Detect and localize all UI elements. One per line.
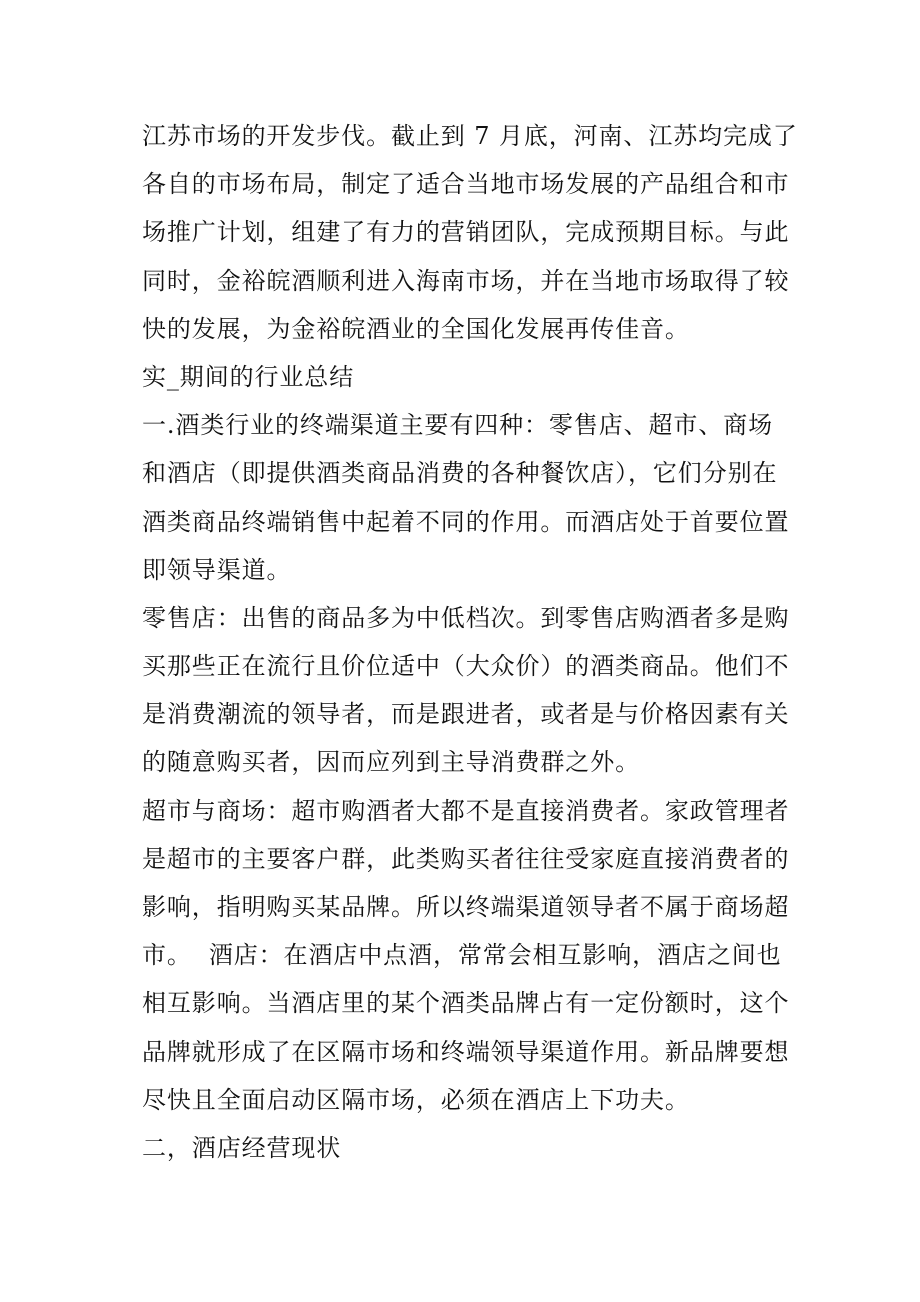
section-heading: 实_期间的行业总结: [142, 362, 355, 391]
text-line: 零售店：出售的商品多为中低档次。到零售店购酒者多是购: [142, 603, 790, 632]
text-line: 酒类商品终端销售中起着不同的作用。而酒店处于首要位置: [142, 507, 790, 536]
text-line: 尽快且全面启动区隔市场，必须在酒店上下功夫。: [142, 1085, 690, 1114]
text-line: 品牌就形成了在区隔市场和终端领导渠道作用。新品牌要想: [142, 1037, 790, 1066]
text-line: 是消费潮流的领导者，而是跟进者，或者是与价格因素有关: [142, 700, 790, 729]
text-line: 相互影响。当酒店里的某个酒类品牌占有一定份额时，这个: [142, 989, 790, 1018]
text-line: 影响，指明购买某品牌。所以终端渠道领导者不属于商场超: [142, 893, 790, 921]
text-line: 的随意购买者，因而应列到主导消费群之外。: [142, 748, 640, 777]
text-line: 即领导渠道。: [142, 555, 292, 584]
document-body: [142, 112, 798, 1172]
text-line: 市。 酒店：在酒店中点酒，常常会相互影响，酒店之间也: [142, 941, 782, 970]
text-line: 和酒店（即提供酒类商品消费的各种餐饮店），它们分别在: [142, 459, 778, 488]
text-line: 快的发展，为金裕皖酒业的全国化发展再传佳音。: [142, 314, 690, 343]
text-line: 超市与商场：超市购酒者大都不是直接消费者。家政管理者: [142, 796, 790, 825]
text-line: 买那些正在流行且价位适中（大众价）的酒类商品。他们不: [142, 652, 790, 681]
text-line: 各自的市场布局，制定了适合当地市场发展的产品组合和市: [142, 170, 790, 199]
text-line: 同时，金裕皖酒顺利进入海南市场，并在当地市场取得了较: [142, 266, 790, 295]
text-line: 是超市的主要客户群，此类购买者往往受家庭直接消费者的: [142, 844, 790, 873]
section-heading: 二，酒店经营现状: [142, 1133, 342, 1162]
text-line: 江苏市场的开发步伐。截止到 7 月底，河南、江苏均完成了: [142, 122, 798, 150]
text-line: 一.酒类行业的终端渠道主要有四种：零售店、超市、商场: [142, 411, 774, 440]
text-line: 场推广计划，组建了有力的营销团队，完成预期目标。与此: [142, 218, 790, 247]
